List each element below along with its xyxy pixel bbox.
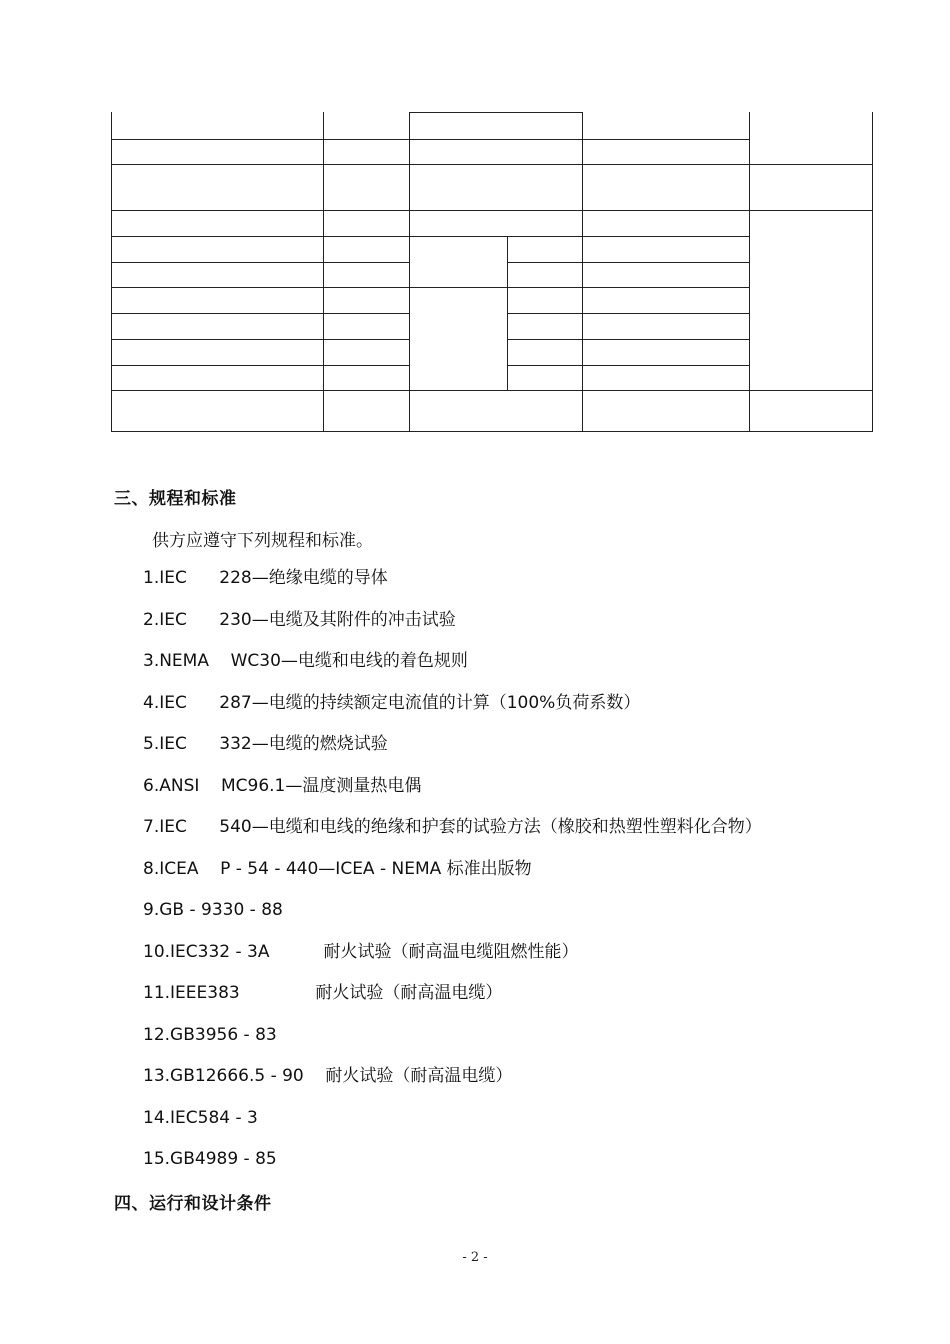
list-item: 15.GB4989 - 85 bbox=[143, 1149, 277, 1169]
page-number: - 2 - bbox=[462, 1250, 488, 1265]
list-item: 4.IEC 287—电缆的持续额定电流值的计算（100%负荷系数） bbox=[143, 692, 641, 713]
table-row-line bbox=[111, 210, 873, 211]
table-row-line bbox=[111, 287, 750, 288]
table-row-line bbox=[111, 365, 410, 366]
spec-table bbox=[0, 0, 950, 460]
table-col-line bbox=[582, 112, 583, 432]
list-item: 13.GB12666.5 - 90 耐火试验（耐高温电缆） bbox=[143, 1066, 513, 1086]
table-row-line bbox=[507, 262, 750, 263]
section-heading-standards: 三、规程和标准 bbox=[114, 489, 237, 509]
list-item: 1.IEC 228—绝缘电缆的导体 bbox=[143, 568, 388, 588]
table-col-line bbox=[749, 112, 750, 432]
list-item: 7.IEC 540—电缆和电线的绝缘和护套的试验方法（橡胶和热塑性塑料化合物） bbox=[143, 817, 762, 837]
table-row-line bbox=[111, 313, 410, 314]
table-border-left bbox=[111, 112, 112, 432]
table-row-line bbox=[507, 339, 750, 340]
table-row-line bbox=[111, 236, 750, 237]
table-row-line bbox=[507, 365, 750, 366]
table-row-line bbox=[111, 262, 410, 263]
list-item: 10.IEC332 - 3A 耐火试验（耐高温电缆阻燃性能） bbox=[143, 941, 579, 962]
table-row-line bbox=[111, 164, 873, 165]
list-item: 11.IEEE383 耐火试验（耐高温电缆） bbox=[143, 983, 503, 1003]
table-row-line bbox=[111, 390, 873, 391]
table-row-line bbox=[409, 112, 583, 113]
table-col-line bbox=[323, 112, 324, 432]
list-item: 14.IEC584 - 3 bbox=[143, 1107, 258, 1128]
table-col-line bbox=[409, 112, 410, 432]
list-item: 3.NEMA WC30—电缆和电线的着色规则 bbox=[143, 651, 468, 671]
table-border-bottom bbox=[111, 431, 873, 432]
section-heading-operation: 四、运行和设计条件 bbox=[114, 1194, 272, 1214]
list-item: 5.IEC 332—电缆的燃烧试验 bbox=[143, 734, 388, 754]
list-item: 12.GB3956 - 83 bbox=[143, 1024, 277, 1045]
list-item: 8.ICEA P - 54 - 440—ICEA - NEMA 标准出版物 bbox=[143, 858, 532, 879]
table-row-line bbox=[111, 139, 750, 140]
list-item: 2.IEC 230—电缆及其附件的冲击试验 bbox=[143, 609, 456, 630]
table-row-line bbox=[507, 313, 750, 314]
table-row-line bbox=[111, 339, 410, 340]
list-item: 9.GB - 9330 - 88 bbox=[143, 900, 283, 920]
standards-list bbox=[143, 566, 762, 1189]
list-item: 6.ANSI MC96.1—温度测量热电偶 bbox=[143, 775, 422, 796]
table-border-right bbox=[872, 112, 873, 432]
standards-intro: 供方应遵守下列规程和标准。 bbox=[152, 531, 373, 551]
